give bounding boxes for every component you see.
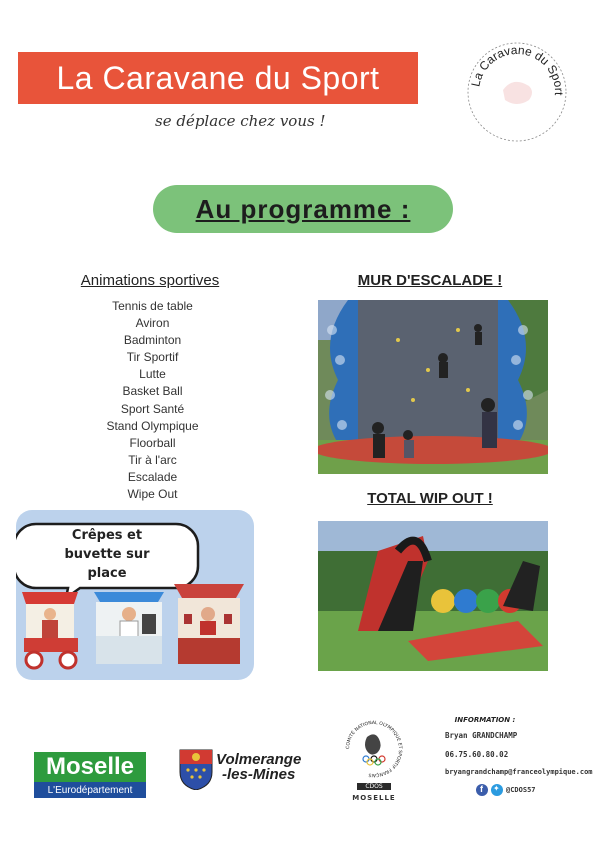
- info-heading: INFORMATION :: [454, 716, 516, 724]
- tagline: se déplace chez vous !: [155, 112, 326, 130]
- info-phone: 06.75.60.80.02: [445, 750, 509, 759]
- animations-title: Animations sportives: [80, 272, 220, 289]
- page-title: La Caravane du Sport: [56, 59, 380, 96]
- caravane-seal-logo: [465, 40, 569, 144]
- list-item: Badminton: [123, 333, 182, 348]
- title-banner: [18, 52, 418, 104]
- animations-list: [60, 298, 245, 503]
- moselle-logo: [34, 752, 146, 800]
- food-bubble-text: Crêpes et buvette sur place: [64, 528, 150, 581]
- moselle-logo-subtext: L'Eurodépartement: [47, 784, 133, 796]
- coat-of-arms-icon: [178, 748, 214, 790]
- facebook-icon[interactable]: f: [476, 784, 488, 796]
- cdos-moselle-logo: [335, 713, 413, 805]
- volmerange-name-2: -les-Mines: [222, 766, 296, 783]
- list-item: Sport Santé: [120, 401, 185, 416]
- climbing-wall-title: MUR D'ESCALADE !: [357, 272, 503, 289]
- programme-pill: [153, 185, 453, 233]
- info-social-handle[interactable]: @CDOS57: [506, 786, 536, 794]
- seal-text: La Caravane du Sport: [468, 42, 567, 96]
- info-email[interactable]: bryangrandchamp@franceolympique.com: [445, 768, 593, 776]
- cdos-seal-icon: [335, 713, 413, 779]
- programme-title: Au programme :: [195, 193, 411, 224]
- list-item: Tennis de table: [112, 299, 193, 313]
- cdos-region: MOSELLE: [352, 794, 396, 802]
- list-item: Lutte: [139, 367, 166, 382]
- list-item: Wipe Out: [127, 487, 178, 502]
- twitter-icon[interactable]: ✦: [491, 784, 503, 796]
- list-item: Basket Ball: [122, 384, 183, 399]
- list-item: Stand Olympique: [106, 418, 199, 433]
- info-contact-name: Bryan GRANDCHAMP: [445, 731, 518, 740]
- wipeout-title: TOTAL WIP OUT !: [367, 490, 493, 507]
- moselle-logo-text: Moselle: [45, 753, 135, 780]
- volmerange-name-1: Volmerange: [216, 751, 302, 768]
- cdos-ring-text: COMITÉ NATIONAL OLYMPIQUE ET SPORTIF FRANÇAIS: [345, 720, 403, 778]
- list-item: Tir à l'arc: [128, 452, 177, 467]
- climbing-wall-photo: [318, 300, 548, 474]
- list-item: Escalade: [127, 469, 178, 484]
- list-item: Tir Sportif: [126, 350, 179, 365]
- wipeout-photo: [318, 521, 548, 671]
- list-item: Floorball: [129, 435, 176, 450]
- list-item: Aviron: [135, 316, 170, 331]
- volmerange-logo: [178, 748, 318, 790]
- cdos-label: CDOS: [357, 783, 391, 790]
